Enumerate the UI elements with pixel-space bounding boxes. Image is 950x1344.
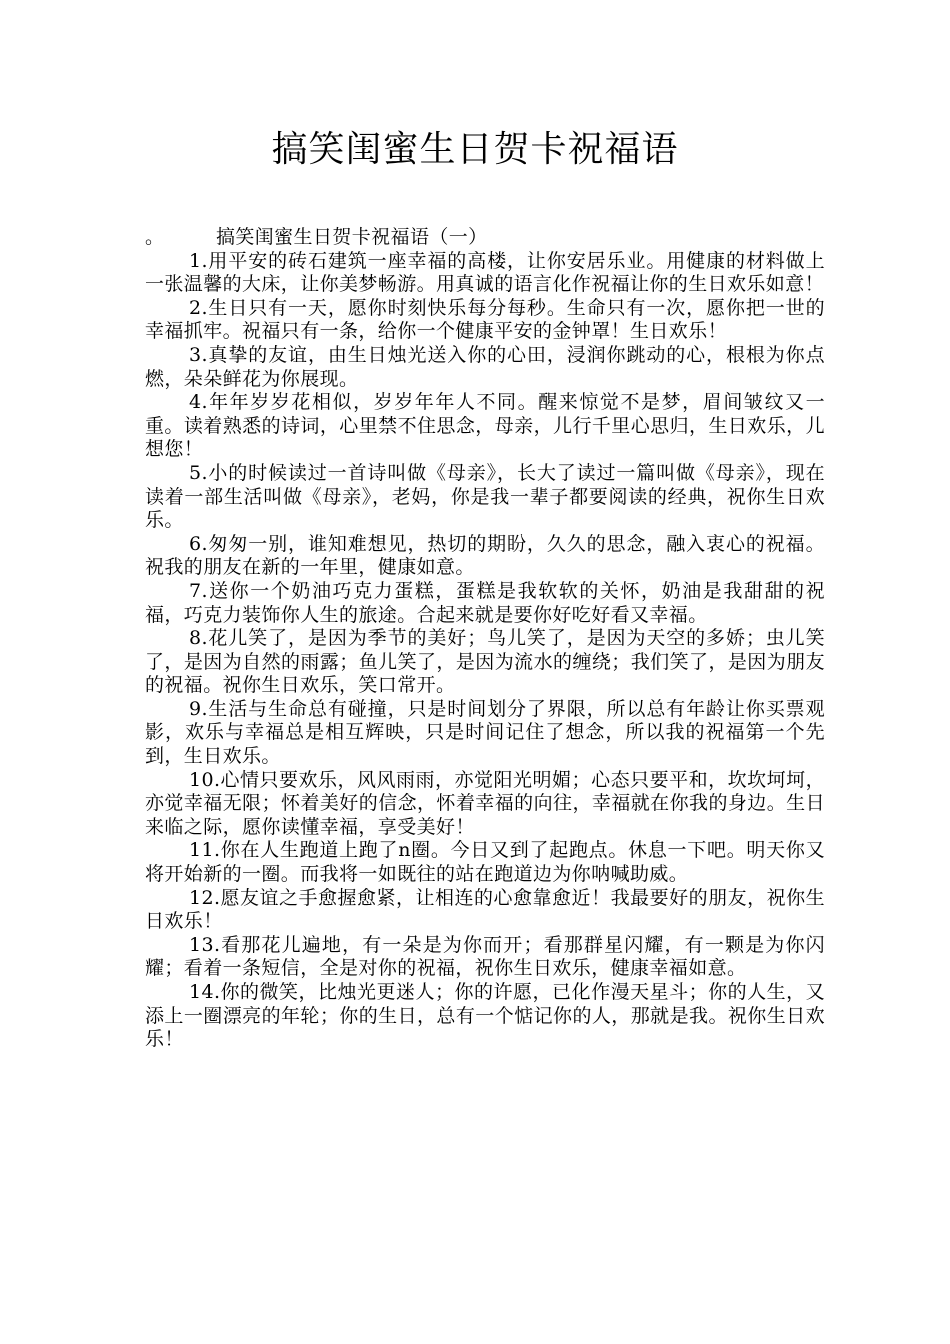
wish-item-7: 7.送你一个奶油巧克力蛋糕，蛋糕是我软软的关怀，奶油是我甜甜的祝福，巧克力装饰你人生的旅途。合起来就是要你好吃好看又幸福。 — [145, 579, 825, 626]
wish-item-8: 8.花儿笑了，是因为季节的美好；鸟儿笑了，是因为天空的多娇；虫儿笑了，是因为自然的雨露；鱼儿笑了，是因为流水的缠绕；我们笑了，是因为朋友的祝福。祝你生日欢乐，笑口常开。 — [145, 627, 825, 697]
document-body — [145, 226, 825, 1052]
wish-item-9: 9.生活与生命总有碰撞，只是时间划分了界限，所以总有年龄让你买票观影，欢乐与幸福总是相互辉映，只是时间记住了想念，所以我的祝福第一个先到，生日欢乐。 — [145, 697, 825, 768]
document-title: 搞笑闺蜜生日贺卡祝福语 — [271, 129, 679, 170]
wish-item-13: 13.看那花儿遍地，有一朵是为你而开；看那群星闪耀，有一颗是为你闪耀；看着一条短信，全是对你的祝福，祝你生日欢乐，健康幸福如意。 — [145, 933, 825, 980]
wish-item-10: 10.心情只要欢乐，风风雨雨，亦觉阳光明媚；心态只要平和，坎坎坷坷，亦觉幸福无限；怀着美好的信念，怀着幸福的向往，幸福就在你我的身边。生日来临之际，愿你读懂幸福，享受美好！ — [145, 768, 825, 838]
section-subtitle: 搞笑闺蜜生日贺卡祝福语（一） — [215, 226, 488, 248]
wish-item-14: 14.你的微笑，比烛光更迷人；你的许愿，已化作漫天星斗；你的人生，又添上一圈漂亮的年轮；你的生日，总有一个惦记你的人，那就是我。祝你生日欢乐！ — [145, 981, 825, 1051]
wish-item-4: 4.年年岁岁花相似，岁岁年年人不同。醒来惊觉不是梦，眉间皱纹又一重。读着熟悉的诗词，心里禁不住思念，母亲，儿行千里心思归，生日欢乐，儿想您！ — [145, 391, 825, 461]
wish-item-6: 6.匆匆一别，谁知难想见，热切的期盼，久久的思念，融入衷心的祝福。祝我的朋友在新的一年里，健康如意。 — [145, 532, 825, 579]
wish-item-12: 12.愿友谊之手愈握愈紧，让相连的心愈靠愈近！我最要好的朋友，祝你生日欢乐！ — [145, 886, 825, 933]
wish-item-5: 5.小的时候读过一首诗叫做《母亲》，长大了读过一篇叫做《母亲》，现在读着一部生活叫做《母亲》，老妈，你是我一辈子都要阅读的经典，祝你生日欢乐。 — [145, 461, 825, 532]
section-heading — [145, 226, 825, 250]
wish-item-11: 11.你在人生跑道上跑了n圈。今日又到了起跑点。休息一下吧。明天你又将开始新的一圈。而我将一如既往的站在跑道边为你呐喊助威。 — [145, 839, 825, 886]
wish-item-1: 1.用平安的砖石建筑一座幸福的高楼，让你安居乐业。用健康的材料做上一张温馨的大床，让你美梦畅游。用真诚的语言化作祝福让你的生日欢乐如意！ — [145, 249, 825, 296]
wish-item-2: 2.生日只有一天，愿你时刻快乐每分每秒。生命只有一次，愿你把一世的幸福抓牢。祝福只有一条，给你一个健康平安的金钟罩！生日欢乐！ — [145, 296, 825, 343]
lead-mark: 。 — [145, 226, 165, 248]
wish-item-3: 3.真挚的友谊，由生日烛光送入你的心田，浸润你跳动的心，根根为你点燃，朵朵鲜花为你展现。 — [145, 343, 825, 390]
